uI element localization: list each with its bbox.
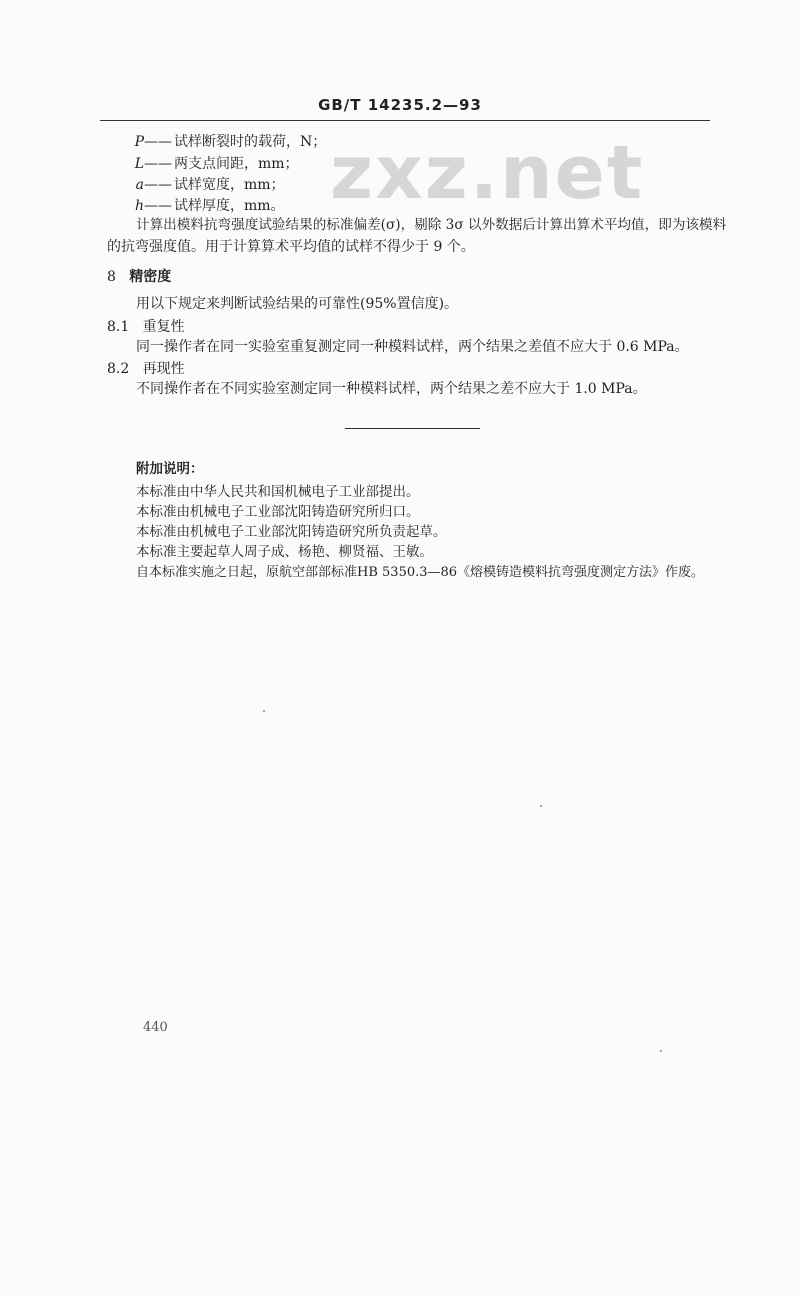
header-rule [100,120,710,121]
scan-speck [263,710,265,712]
section-end-rule [345,428,480,429]
standard-code-header: GB/T 14235.2—93 [318,96,482,114]
variable-row-p [128,133,326,151]
section-title: 精密度 [129,269,172,285]
variable-symbol: h [134,198,144,214]
variable-dash: —— [144,134,172,150]
section-8-heading [107,268,171,286]
variable-desc: 试样断裂时的载荷，N； [174,134,327,150]
notes-title: 附加说明： [136,461,204,477]
variable-row-a [128,176,285,194]
scan-speck [660,1050,662,1052]
variable-dash: —— [144,198,172,214]
variable-desc: 两支点间距，mm； [174,156,299,172]
scan-speck [540,805,542,807]
variable-symbol: a [135,177,144,193]
subsection-8-1-heading [107,318,185,336]
variable-symbol: P [134,134,144,150]
subsection-8-2-heading [107,360,185,378]
note-item: 本标准由机械电子工业部沈阳铸造研究所归口。 [136,504,420,520]
variable-dash: —— [144,156,172,172]
note-item: 自本标准实施之日起，原航空部部标准HB 5350.3—86《熔模铸造模料抗弯强度测定方法》作废。 [136,565,705,580]
subsection-number: 8.1 [107,319,130,335]
note-item: 本标准主要起草人周子成、杨艳、柳贤福、王敏。 [136,544,433,560]
subsection-8-1-text: 同一操作者在同一实验室重复测定同一种模料试样，两个结果之差值不应大于 0.6 MPa。 [136,339,689,355]
watermark: zxz.net [330,130,645,216]
note-item: 本标准由中华人民共和国机械电子工业部提出。 [136,484,420,500]
variable-dash: —— [144,177,172,193]
subsection-title: 再现性 [142,361,185,377]
variable-desc: 试样宽度，mm； [174,177,285,193]
paragraph-line-2: 的抗弯强度值。用于计算算术平均值的试样不得少于 9 个。 [107,239,475,255]
variable-symbol: L [134,156,144,172]
subsection-title: 重复性 [142,319,185,335]
variable-row-l [128,155,299,173]
paragraph-line-1: 计算出模料抗弯强度试验结果的标准偏差(σ)，剔除 3σ 以外数据后计算出算术平均值，即为该模料 [136,217,727,233]
subsection-number: 8.2 [107,361,130,377]
variable-desc: 试样厚度，mm。 [174,198,285,214]
note-item: 本标准由机械电子工业部沈阳铸造研究所负责起草。 [136,524,447,540]
section-8-intro: 用以下规定来判断试验结果的可靠性(95%置信度)。 [136,296,459,312]
page-number: 440 [143,1020,168,1035]
variable-row-h [128,197,285,215]
subsection-8-2-text: 不同操作者在不同实验室测定同一种模料试样，两个结果之差不应大于 1.0 MPa。 [136,381,647,397]
section-number: 8 [107,269,116,285]
